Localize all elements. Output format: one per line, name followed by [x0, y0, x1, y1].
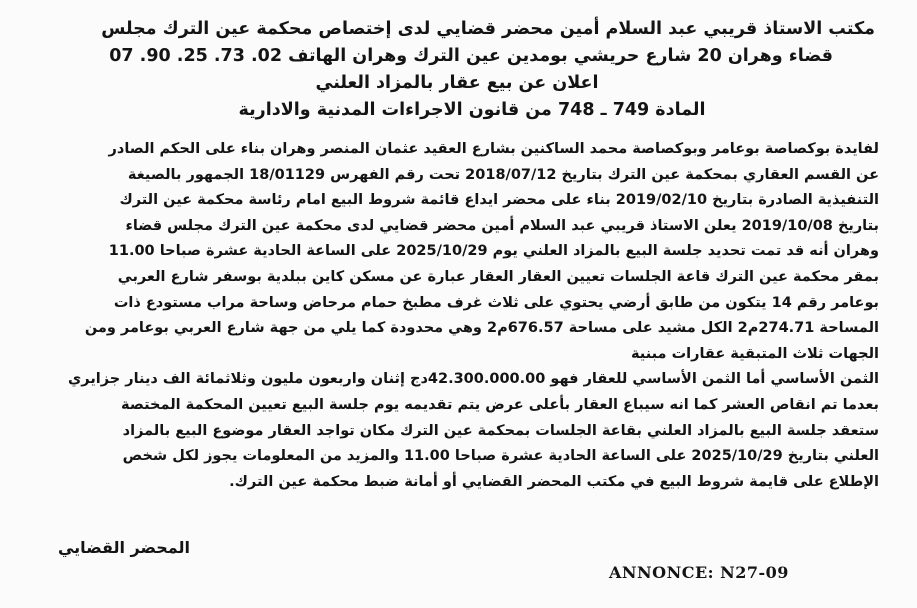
body-line: التنفيذية الصادرة بتاريخ 2019/02/10 بناء على محضر ايداع قائمة شروط البيع امام رئاسة محكمة عين الترك [119, 192, 879, 209]
notice-header [29, 16, 875, 124]
body-line: المساحة 274.71م2 الكل مشيد على مساحة 676.57م2 وهي محدودة كما يلي من جهة شارع العربي بوعامر ومن [84, 320, 879, 337]
notice-body [31, 137, 879, 495]
body-line: بوعامر رقم 14 يتكون من طابق أرضي يحتوي على ثلاث غرف مطبخ حمام مرحاض وساحة مراب مستودع ذات [113, 294, 879, 311]
body-line: ستعقد جلسة البيع بالمزاد العلني بقاعة الجلسات بمحكمة عين الترك مكان تواجد العقار موضوع البيع بالمزاد [122, 422, 879, 439]
body-line: الثمن الأساسي أما الثمن الأساسي للعقار فهو 42.300.000.00دج إثنان واربعون مليون وثلاثمائة الف دينار جزايري [68, 371, 879, 388]
header-office-line: مكتب الاستاذ قريبي عبد السلام أمين محضر قضايي لدى إختصاص محكمة عين الترك مجلس [101, 19, 875, 39]
annonce-number: ANNONCE: N27-09 [609, 563, 789, 582]
body-line: العلني بتاريخ 2025/10/29 على الساعة الحادية عشرة صباحا 11.00 والمزيد من المعلومات يجوز لكل شخص [122, 448, 879, 465]
body-line: الإطلاع على قايمة شروط البيع في مكتب المحضر القضايي أو أمانة ضبط محكمة عين الترك. [229, 473, 879, 490]
body-line: الجهات ثلاث المتبقية عقارات مبنية [631, 345, 879, 362]
body-line: وهران أنه قد تمت تحديد جلسة البيع بالمزاد العلني يوم 2025/10/29 على الساعة الحادية عشرة صباحا 11.00 [108, 243, 879, 260]
body-line: بمقر محكمة عين الترك قاعة الجلسات تعيين العقار العقار عبارة عن مسكن كاين ببلدية بوسفر شارع العربي [117, 268, 879, 285]
header-address-line: قضاء وهران 20 شارع حريشي بومدين عين الترك وهران الهاتف 02. 73. 25. 90. 07 [109, 46, 833, 66]
header-title: اعلان عن بيع عقار بالمزاد العلني [315, 73, 599, 93]
header-legal-article: المادة 749 ـ 748 من قانون الاجراءات المدنية والادارية [238, 100, 706, 120]
bailiff-signature: المحضر القضايي [57, 538, 190, 557]
body-line: لفايدة بوكصاصة بوعامر وبوكصاصة محمد الساكنين بشارع العقيد عثمان المنصر وهران بناء على الحكم الصادر [108, 141, 879, 157]
body-line: عن القسم العقاري بمحكمة عين الترك بتاريخ 2018/07/12 تحت رقم الفهرس 18/01129 الجمهور بالصيغة [127, 166, 879, 183]
body-line: بتاريخ 2019/10/08 يعلن الاستاذ قريبي عبد السلام أمين محضر قضايي لدى محكمة عين الترك مجلس قضاء [125, 217, 879, 234]
body-line: بعدما تم انقاص العشر كما انه سيباع العقار بأعلى عرض يتم تقديمه يوم جلسة البيع تعيين المحكمة المختصة [121, 396, 879, 413]
